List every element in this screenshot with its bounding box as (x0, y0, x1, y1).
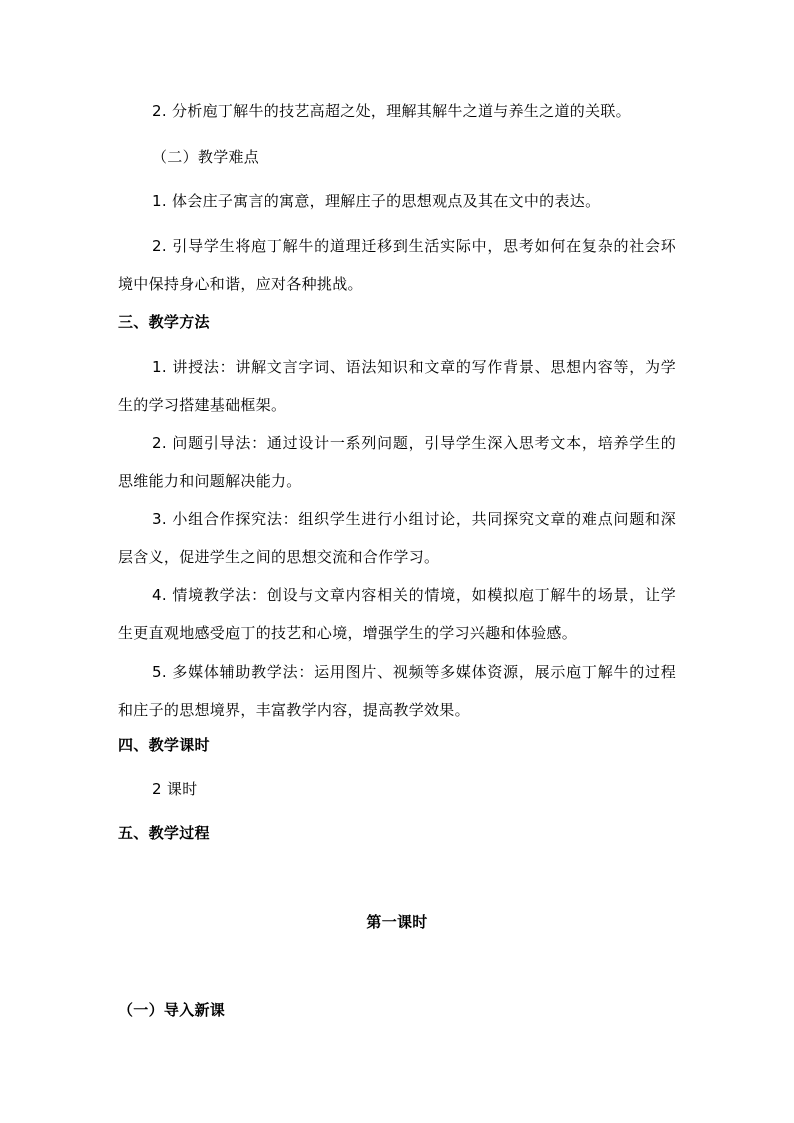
difficulty-item-2: 2. 引导学生将庖丁解牛的道理迁移到生活实际中，思考如何在复杂的社会环境中保持身心和谐，应对各种挑战。 (118, 237, 676, 293)
difficulty-item-1: 1. 体会庄子寓言的寓意，理解庄子的思想观点及其在文中的表达。 (152, 192, 601, 210)
subheading-introduction: （一）导入新课 (118, 1001, 226, 1019)
method-item-1: 1. 讲授法：讲解文言字词、语法知识和文章的写作背景、思想内容等，为学生的学习搭建基础框架。 (118, 358, 676, 414)
lesson-title-first: 第一课时 (366, 913, 428, 931)
method-item-4: 4. 情境教学法：创设与文章内容相关的情境，如模拟庖丁解牛的场景，让学生更直观地感受庖丁的技艺和心境，增强学生的学习兴趣和体验感。 (118, 586, 676, 642)
method-item-2: 2. 问题引导法：通过设计一系列问题，引导学生深入思考文本，培养学生的思维能力和问题解决能力。 (118, 434, 676, 490)
method-item-5: 5. 多媒体辅助教学法：运用图片、视频等多媒体资源，展示庖丁解牛的过程和庄子的思想境界，丰富教学内容，提高教学效果。 (118, 663, 676, 719)
section-heading-class-hours: 四、教学课时 (118, 736, 210, 754)
class-hours-value: 2 课时 (152, 780, 198, 798)
section-heading-teaching-process: 五、教学过程 (118, 824, 210, 842)
section-heading-teaching-methods: 三、教学方法 (118, 313, 210, 331)
method-item-3: 3. 小组合作探究法：组织学生进行小组讨论，共同探究文章的难点问题和深层含义，促进学生之间的思想交流和合作学习。 (118, 510, 676, 566)
objective-item-2: 2. 分析庖丁解牛的技艺高超之处，理解其解牛之道与养生之道的关联。 (152, 102, 631, 120)
subheading-teaching-difficulties: （二）教学难点 (152, 148, 260, 166)
